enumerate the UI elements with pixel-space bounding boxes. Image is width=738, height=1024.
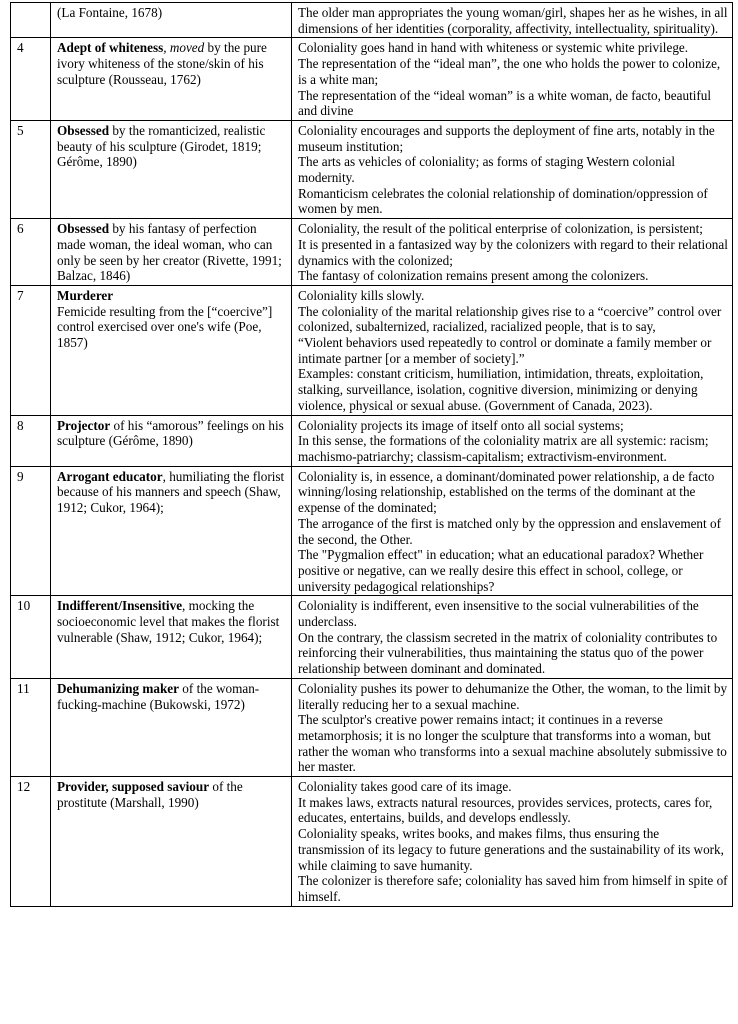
figure-description: of the woman-fucking-machine (Bukowski, 1972) — [57, 680, 260, 712]
coloniality-cell — [292, 415, 733, 466]
coloniality-cell — [292, 120, 733, 218]
row-number: 10 — [11, 596, 51, 679]
row-number: 7 — [11, 285, 51, 415]
figure-description: of his “amorous” feelings on his sculpture (Gérôme, 1890) — [57, 417, 284, 449]
pygmalion-figure-cell — [51, 38, 292, 121]
row-number: 6 — [11, 219, 51, 286]
coloniality-statement: “Violent behaviors used repeatedly to control or dominate a family member or intimate partner [or a member of society].” — [298, 335, 712, 366]
table-row — [11, 219, 733, 286]
coloniality-cell — [292, 285, 733, 415]
pygmalion-figure-cell — [51, 219, 292, 286]
pygmalion-coloniality-table — [10, 2, 733, 907]
figure-title: Obsessed — [57, 122, 110, 138]
table-row — [11, 678, 733, 776]
table-row — [11, 415, 733, 466]
table-body — [11, 3, 733, 907]
coloniality-statement: It is presented in a fantasized way by the colonizers with regard to their relational dynamics with the colonized; — [298, 236, 728, 268]
coloniality-statement: Coloniality takes good care of its image. — [298, 779, 512, 795]
coloniality-statement: The representation of the “ideal man”, the one who holds the power to colonize, is a white man; — [298, 56, 721, 87]
coloniality-cell — [292, 466, 733, 596]
coloniality-statement: The arts as vehicles of coloniality; as forms of staging Western colonial modernity. — [298, 154, 676, 186]
table-row — [11, 3, 733, 38]
coloniality-statement: The colonizer is therefore safe; coloniality has saved him from himself in spite of himself. — [298, 873, 728, 904]
coloniality-statement: The representation of the “ideal woman” is a white woman, de facto, beautiful and divine — [298, 87, 712, 119]
pygmalion-figure-cell — [51, 415, 292, 466]
table-row — [11, 777, 733, 907]
row-number: 9 — [11, 466, 51, 596]
table-row — [11, 38, 733, 121]
coloniality-statement: Coloniality is, in essence, a dominant/dominated power relationship, a de facto winning/losing relationship, established on the terms of the dominant at the expense of the dominated; — [298, 468, 715, 516]
figure-title: Projector — [57, 417, 111, 433]
row-number: 5 — [11, 120, 51, 218]
pygmalion-figure-cell — [51, 678, 292, 776]
coloniality-cell — [292, 38, 733, 121]
coloniality-statement: Romanticism celebrates the colonial relationship of domination/oppression of women by men. — [298, 185, 708, 217]
coloniality-statement: Coloniality pushes its power to dehumanize the Other, the woman, to the limit by literally reducing her to a sexual machine. — [298, 680, 728, 712]
coloniality-statement: The "Pygmalion effect" in education; what an educational paradox? Whether positive or negative, can we really desire this effect in school, college, or university pedagogical relationships? — [298, 547, 704, 594]
row-number: 8 — [11, 415, 51, 466]
table-row — [11, 120, 733, 218]
figure-description: by the pure ivory whiteness of the stone/skin of his sculpture (Rousseau, 1762) — [57, 40, 267, 87]
figure-title: Indifferent/Insensitive — [57, 598, 183, 614]
table-row — [11, 596, 733, 679]
coloniality-cell — [292, 596, 733, 679]
table-row — [11, 466, 733, 596]
figure-description: (La Fontaine, 1678) — [57, 5, 163, 20]
coloniality-cell — [292, 219, 733, 286]
coloniality-statement: It makes laws, extracts natural resources, provides services, protects, cares for, educates, entertains, builds, and develops endlessly. — [298, 794, 713, 826]
coloniality-statement: Coloniality speaks, writes books, and makes films, thus ensuring the transmission of its legacy to future generations and the sustainability of its work, while claiming to save humanity. — [298, 826, 724, 873]
coloniality-statement: Coloniality projects its image of itself onto all social systems; — [298, 417, 624, 433]
pygmalion-figure-cell — [51, 596, 292, 679]
figure-italic: , moved — [163, 40, 205, 56]
figure-description: by the romanticized, realistic beauty of his sculpture (Girodet, 1819; Gérôme, 1890) — [57, 122, 266, 170]
coloniality-statement: Examples: constant criticism, humiliation, intimidation, threats, exploitation, stalking, surveillance, isolation, cognitive diversion, minimizing or denying violence, physical or sexual abuse. (Government of Canada, 2023). — [298, 366, 704, 413]
figure-description: , humiliating the florist because of his manners and speech (Shaw, 1912; Cukor, 1964); — [57, 468, 285, 516]
coloniality-cell — [292, 678, 733, 776]
coloniality-statement: Coloniality goes hand in hand with whiteness or systemic white privilege. — [298, 40, 689, 56]
table-row — [11, 285, 733, 415]
coloniality-cell — [292, 777, 733, 907]
coloniality-statement: Coloniality, the result of the political enterprise of colonization, is persistent; — [298, 221, 703, 237]
row-number: 4 — [11, 38, 51, 121]
figure-description: by his fantasy of perfection made woman, the ideal woman, who can only be seen by her creator (Rivette, 1991; Balzac, 1846) — [57, 221, 282, 284]
coloniality-cell — [292, 3, 733, 38]
figure-title: Dehumanizing maker — [57, 680, 179, 696]
row-number: 11 — [11, 678, 51, 776]
pygmalion-figure-cell — [51, 777, 292, 907]
figure-title: Provider, supposed saviour — [57, 779, 210, 795]
coloniality-statement: The arrogance of the first is matched only by the oppression and enslavement of the second, the Other. — [298, 515, 721, 547]
figure-title: Adept of whiteness — [57, 40, 164, 56]
figure-description: Femicide resulting from the [“coercive”] control exercised over one's wife (Poe, 1857) — [57, 303, 273, 351]
coloniality-statement: The fantasy of colonization remains present among the colonizers. — [298, 268, 649, 284]
row-number — [11, 3, 51, 38]
pygmalion-figure-cell — [51, 3, 292, 38]
pygmalion-figure-cell — [51, 285, 292, 415]
row-number: 12 — [11, 777, 51, 907]
pygmalion-figure-cell — [51, 120, 292, 218]
coloniality-statement: In this sense, the formations of the coloniality matrix are all systemic: racism; machismo-patriarchy; classism-capitalism; extractivism-environment. — [298, 433, 709, 464]
figure-description: of the prostitute (Marshall, 1990) — [57, 779, 243, 810]
coloniality-statement: The older man appropriates the young woman/girl, shapes her as he wishes, in all dimensions of her identities (corporality, affectivity, intellectuality, spirituality). — [298, 5, 728, 36]
figure-title: Arrogant educator — [57, 468, 163, 484]
coloniality-statement: On the contrary, the classism secreted in the matrix of coloniality contributes to reinforcing their vulnerabilities, thus maintaining the status quo of the power relationship between dominant and dominated. — [298, 629, 718, 677]
coloniality-statement: The coloniality of the marital relationship gives rise to a “coercive” control over colonized, subalternized, racialized, racialized people, that is to say, — [298, 303, 722, 335]
pygmalion-figure-cell — [51, 466, 292, 596]
figure-description: , mocking the socioeconomic level that makes the florist vulnerable (Shaw, 1912; Cukor, 1964); — [57, 598, 280, 645]
coloniality-statement: Coloniality is indifferent, even insensitive to the social vulnerabilities of the underclass. — [298, 598, 699, 630]
coloniality-statement: The sculptor's creative power remains intact; it continues in a reverse metamorphosis; it is no longer the sculpture that transforms into a woman, but rather the woman who transforms into a sexual machine absolutely submissive to her master. — [298, 712, 727, 775]
figure-title: Murderer — [57, 287, 114, 303]
coloniality-statement: Coloniality encourages and supports the deployment of fine arts, notably in the museum institution; — [298, 122, 715, 154]
coloniality-statement: Coloniality kills slowly. — [298, 287, 425, 303]
figure-title: Obsessed — [57, 221, 110, 237]
